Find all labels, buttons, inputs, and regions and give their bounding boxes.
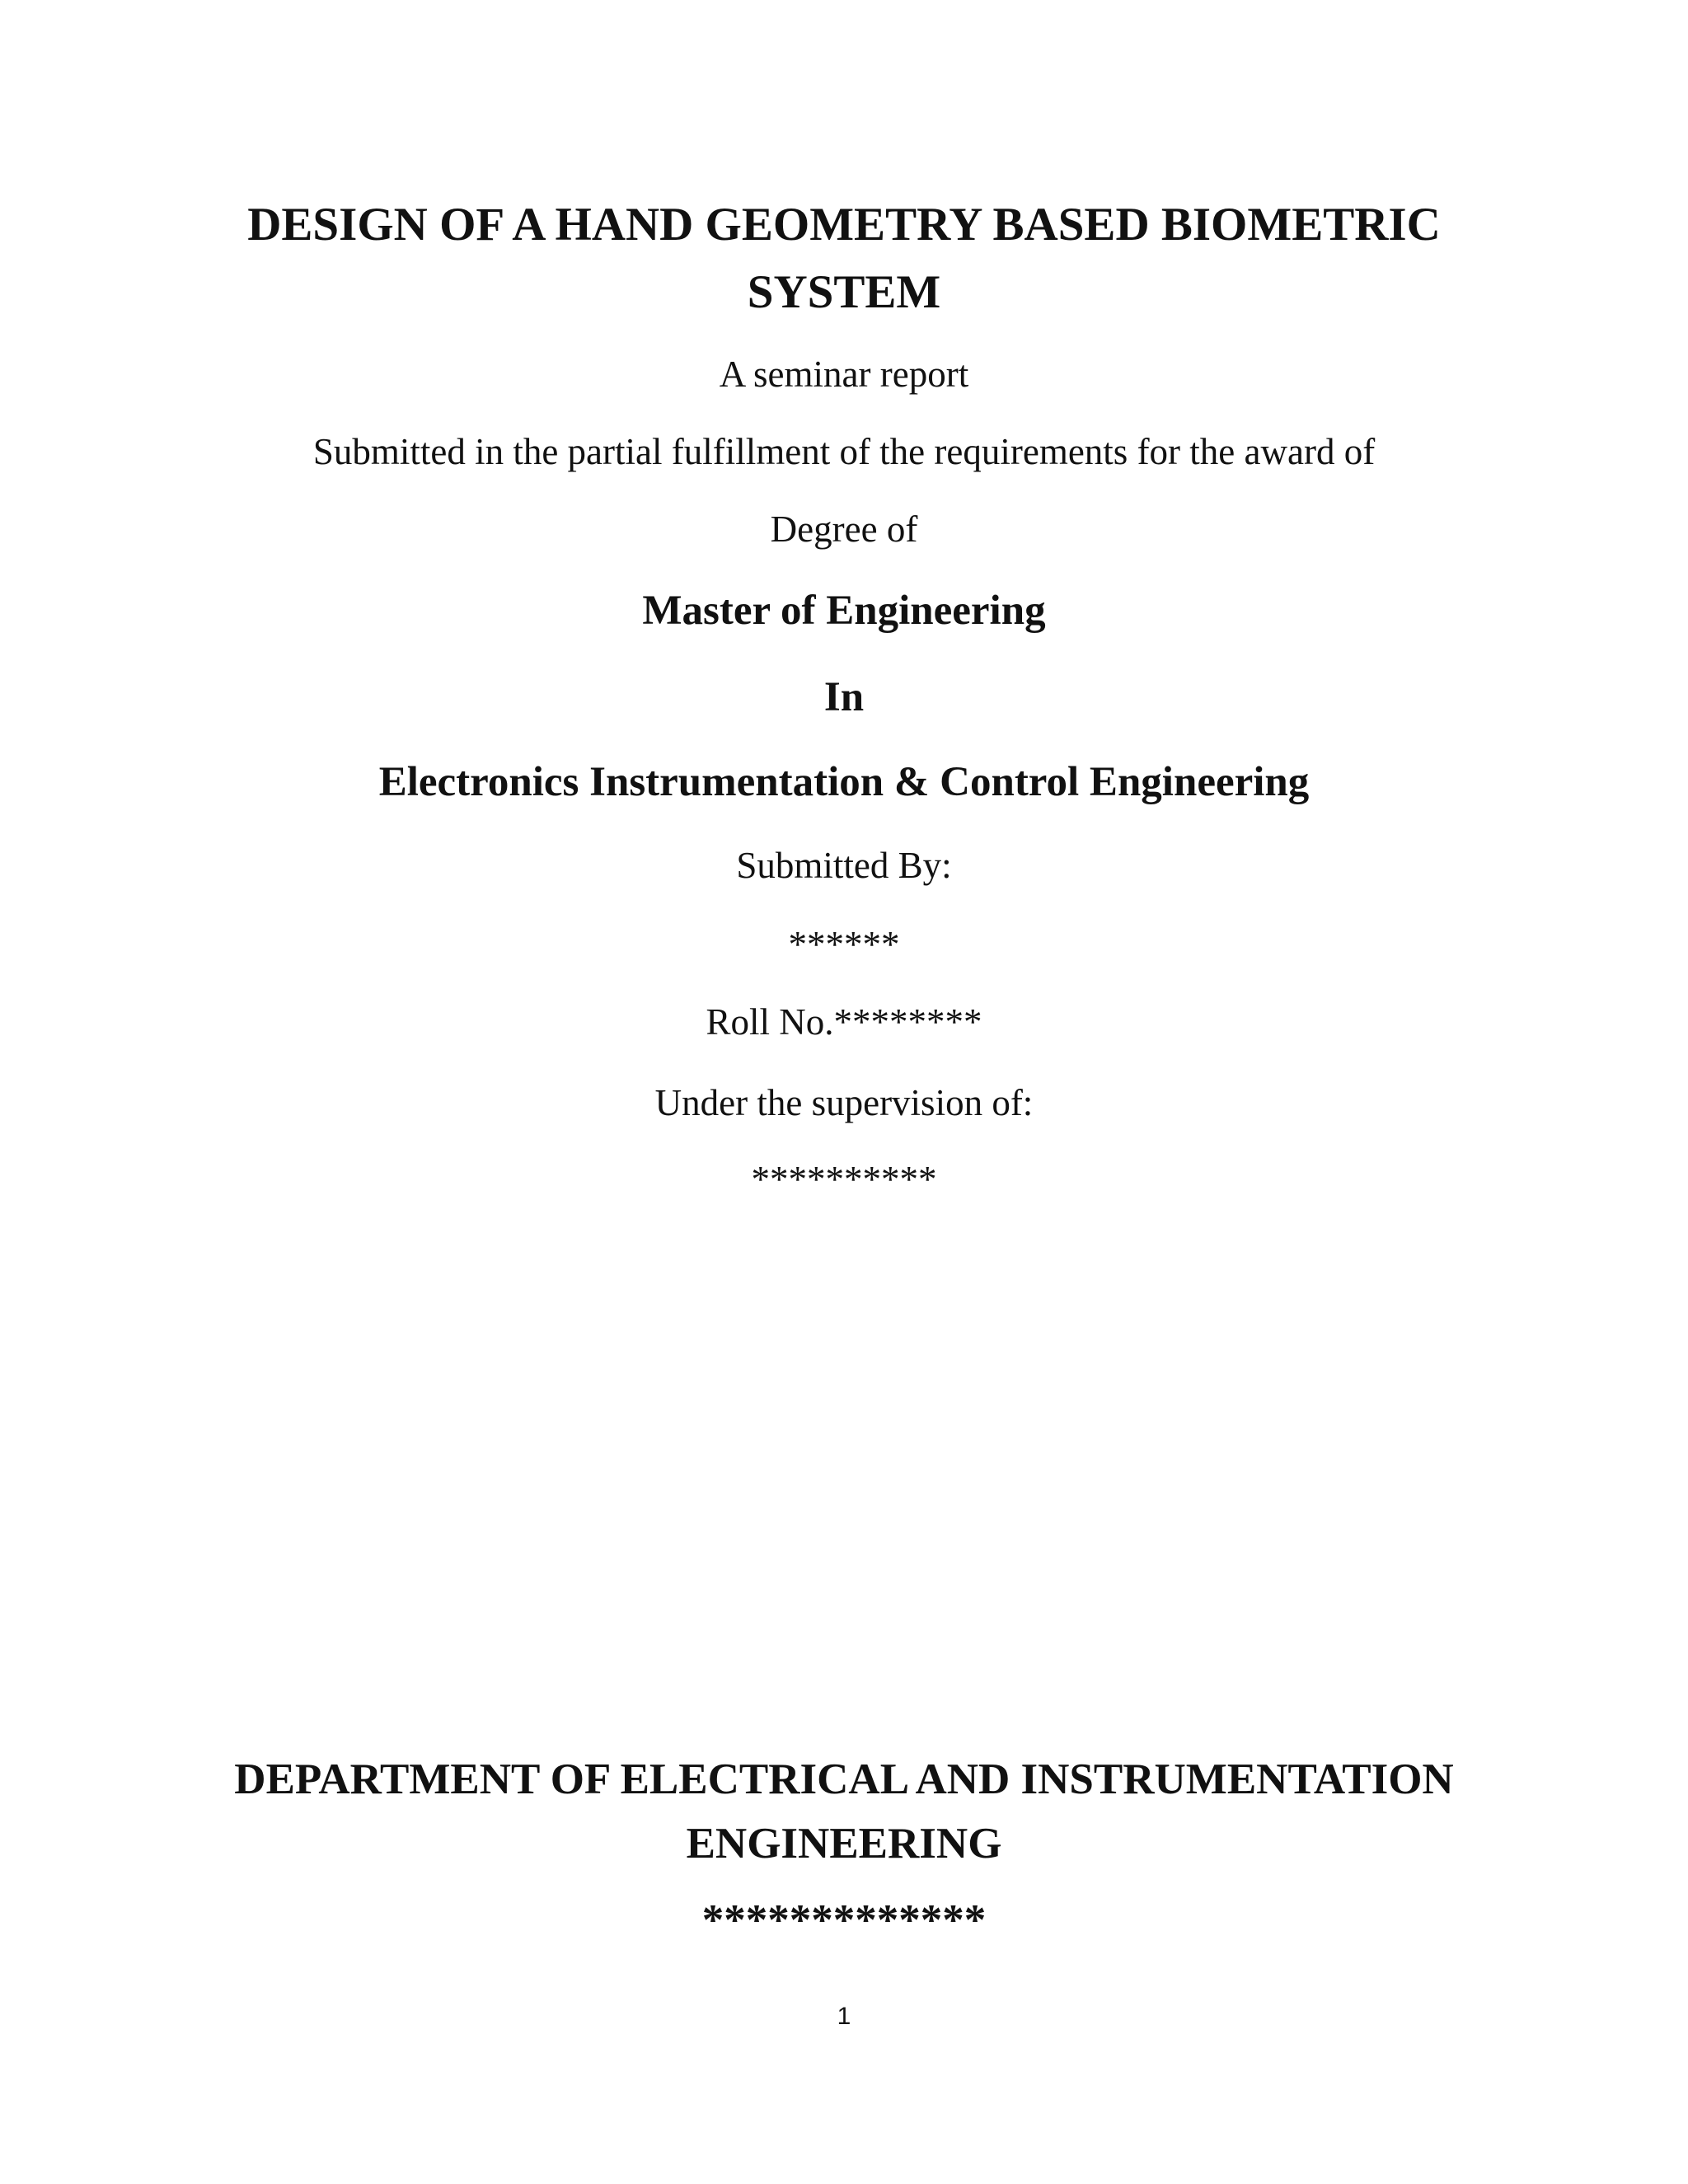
roll-number: Roll No.******** [706, 1001, 982, 1043]
student-name: ****** [788, 924, 900, 965]
submitted-by-label: Submitted By: [736, 845, 952, 886]
page-number: 1 [837, 2003, 851, 2030]
discipline-name: Electronics Instrumentation & Control Engineering [378, 759, 1310, 805]
degree-name: Master of Engineering [642, 588, 1046, 634]
in-label: In [823, 674, 865, 720]
report-type: A seminar report [719, 354, 969, 395]
supervisor-name: ********** [751, 1159, 937, 1200]
supervision-label: Under the supervision of: [654, 1082, 1034, 1123]
submission-text: Submitted in the partial fulfillment of the requirements for the award of [312, 431, 1376, 472]
institution-name: ************* [701, 1896, 987, 1944]
report-title: DESIGN OF A HAND GEOMETRY BASED BIOMETRIC SYSTEM [247, 199, 1441, 318]
department-name: DEPARTMENT OF ELECTRICAL AND INSTRUMENTATION ENGINEERING [234, 1755, 1454, 1868]
degree-of-label: Degree of [770, 509, 918, 550]
